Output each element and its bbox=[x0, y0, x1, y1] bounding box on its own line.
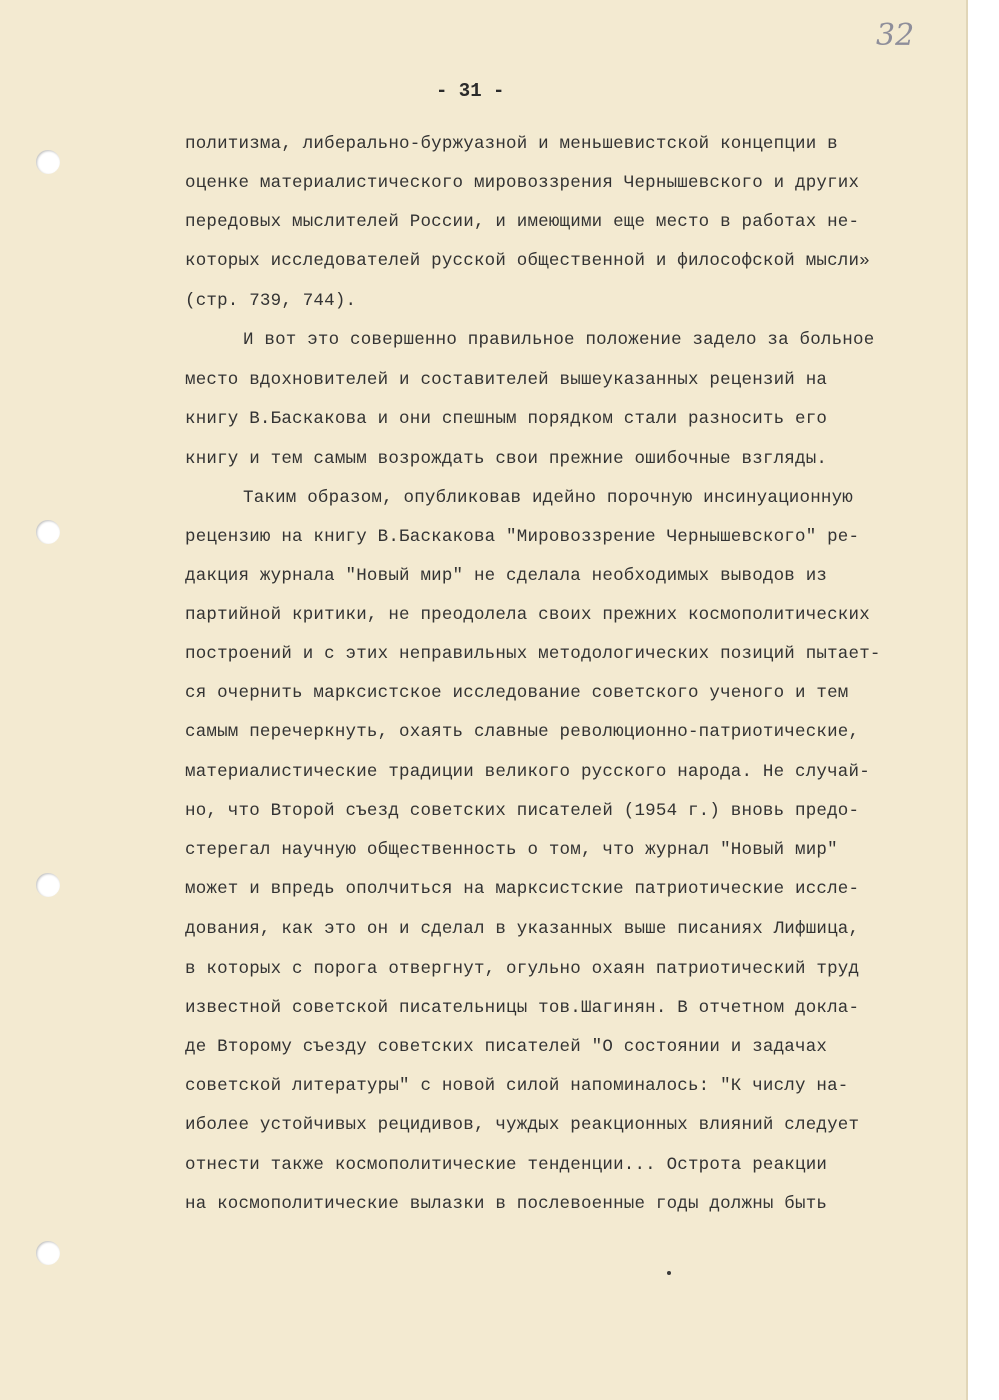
text-line: Таким образом, опубликовав идейно порочную инсинуационную bbox=[243, 488, 853, 508]
text-line: которых исследователей русской общественной и философской мысли» bbox=[185, 251, 870, 271]
archive-page-number: 32 bbox=[876, 18, 915, 53]
text-line: книгу В.Баскакова и они спешным порядком стали разносить его bbox=[185, 409, 828, 429]
text-line: на космополитические вылазки в послевоенные годы должны быть bbox=[185, 1194, 828, 1214]
text-line: в которых с порога отвергнут, огульно охаян патриотический труд bbox=[185, 959, 860, 979]
text-line: дования, как это он и сделал в указанных выше писаниях Лифшица, bbox=[185, 919, 860, 939]
text-line: ся очернить марксистское исследование советского ученого и тем bbox=[185, 683, 849, 703]
text-line: самым перечеркнуть, охаять славные революционно-патриотические, bbox=[185, 722, 860, 742]
text-line: дакция журнала "Новый мир" не сделала необходимых выводов из bbox=[185, 566, 828, 586]
text-line: де Второму съезду советских писателей "О состоянии и задачах bbox=[185, 1037, 828, 1057]
text-line: оценке материалистического мировоззрения Чернышевского и других bbox=[185, 173, 860, 193]
text-line: построений и с этих неправильных методологических позиций пытает- bbox=[185, 644, 881, 664]
text-line: место вдохновителей и составителей вышеуказанных рецензий на bbox=[185, 370, 828, 390]
text-line: передовых мыслителей России, и имеющими еще место в работах не- bbox=[185, 212, 860, 232]
text-line: И вот это совершенно правильное положение задело за больное bbox=[243, 330, 875, 350]
text-line: стерегал научную общественность о том, что журнал "Новый мир" bbox=[185, 840, 838, 860]
text-line: советской литературы" с новой силой напоминалось: "К числу на- bbox=[185, 1076, 849, 1096]
text-line: известной советской писательницы тов.Шагинян. В отчетном докла- bbox=[185, 998, 860, 1018]
ink-dot bbox=[667, 1271, 671, 1275]
text-line: рецензию на книгу В.Баскакова "Мировоззрение Чернышевского" ре- bbox=[185, 527, 860, 547]
text-line: отнести также космополитические тенденции... Острота реакции bbox=[185, 1155, 828, 1175]
text-line: книгу и тем самым возрождать свои прежние ошибочные взгляды. bbox=[185, 449, 828, 469]
text-line: может и впредь ополчиться на марксистские патриотические иссле- bbox=[185, 879, 860, 899]
page-number: - 31 - bbox=[436, 80, 505, 102]
text-line: (стр. 739, 744). bbox=[185, 291, 357, 311]
text-line: иболее устойчивых рецидивов, чуждых реакционных влияний следует bbox=[185, 1115, 860, 1135]
text-line: материалистические традиции великого русского народа. Не случай- bbox=[185, 762, 870, 782]
text-line: но, что Второй съезд советских писателей (1954 г.) вновь предо- bbox=[185, 801, 860, 821]
text-line: политизма, либерально-буржуазной и меньшевистской концепции в bbox=[185, 134, 838, 154]
text-line: партийной критики, не преодолела своих прежних космополитических bbox=[185, 605, 870, 625]
